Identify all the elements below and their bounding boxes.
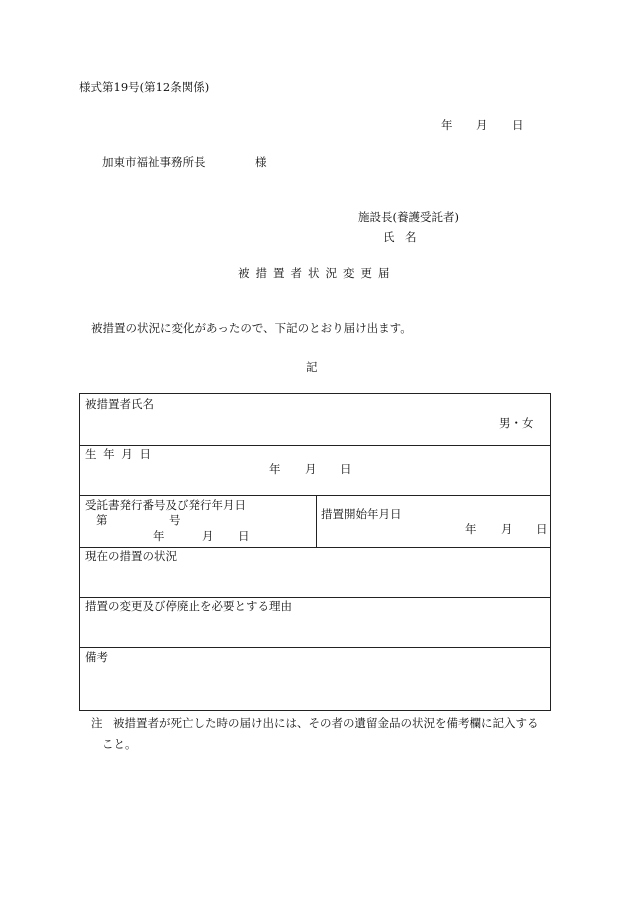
row-divider — [80, 597, 550, 598]
consign-number-prefix: 第 — [96, 513, 108, 527]
ki-label: 記 — [306, 360, 318, 374]
dob-year-label: 年 — [269, 462, 281, 476]
start-day-label: 日 — [536, 522, 548, 536]
consign-month-label: 月 — [202, 529, 214, 543]
note-marker: 注 — [91, 716, 103, 730]
column-divider — [316, 495, 317, 547]
note-line-2: こと。 — [102, 737, 137, 751]
addressee-honorific: 様 — [255, 155, 267, 169]
date-month-label: 月 — [476, 118, 488, 132]
dob-label: 生 年 月 日 — [85, 447, 151, 461]
dob-day-label: 日 — [340, 462, 352, 476]
form-table — [79, 393, 551, 711]
consign-day-label: 日 — [238, 529, 250, 543]
start-label: 措置開始年月日 — [321, 507, 402, 521]
addressee-name: 加東市福祉事務所長 — [102, 155, 206, 169]
applicant-name-label-2: 名 — [405, 230, 417, 244]
consign-number-suffix: 号 — [169, 513, 181, 527]
dob-month-label: 月 — [305, 462, 317, 476]
start-year-label: 年 — [465, 522, 477, 536]
row-divider — [80, 495, 550, 496]
row-divider — [80, 445, 550, 446]
intro-text: 被措置の状況に変化があったので、下記のとおり届け出ます。 — [91, 321, 412, 335]
remarks-label: 備考 — [85, 650, 108, 664]
sex-field[interactable]: 男・女 — [499, 416, 534, 430]
reason-label: 措置の変更及び停廃止を必要とする理由 — [85, 599, 292, 613]
form-number: 様式第19号(第12条関係) — [79, 80, 210, 94]
date-day-label: 日 — [512, 118, 524, 132]
consign-label: 受託書発行番号及び発行年月日 — [85, 498, 246, 512]
consign-year-label: 年 — [153, 529, 165, 543]
row-divider — [80, 547, 550, 548]
document-title: 被措置者状況変更届 — [238, 266, 396, 280]
current-status-label: 現在の措置の状況 — [85, 549, 177, 563]
applicant-role: 施設長(養護受託者) — [358, 210, 459, 224]
start-month-label: 月 — [501, 522, 513, 536]
applicant-name-label-1: 氏 — [383, 230, 395, 244]
date-year-label: 年 — [441, 118, 453, 132]
row-divider — [80, 647, 550, 648]
note-line-1: 被措置者が死亡した時の届け出には、その者の遺留金品の状況を備考欄に記入する — [113, 716, 539, 730]
name-label: 被措置者氏名 — [85, 397, 154, 411]
